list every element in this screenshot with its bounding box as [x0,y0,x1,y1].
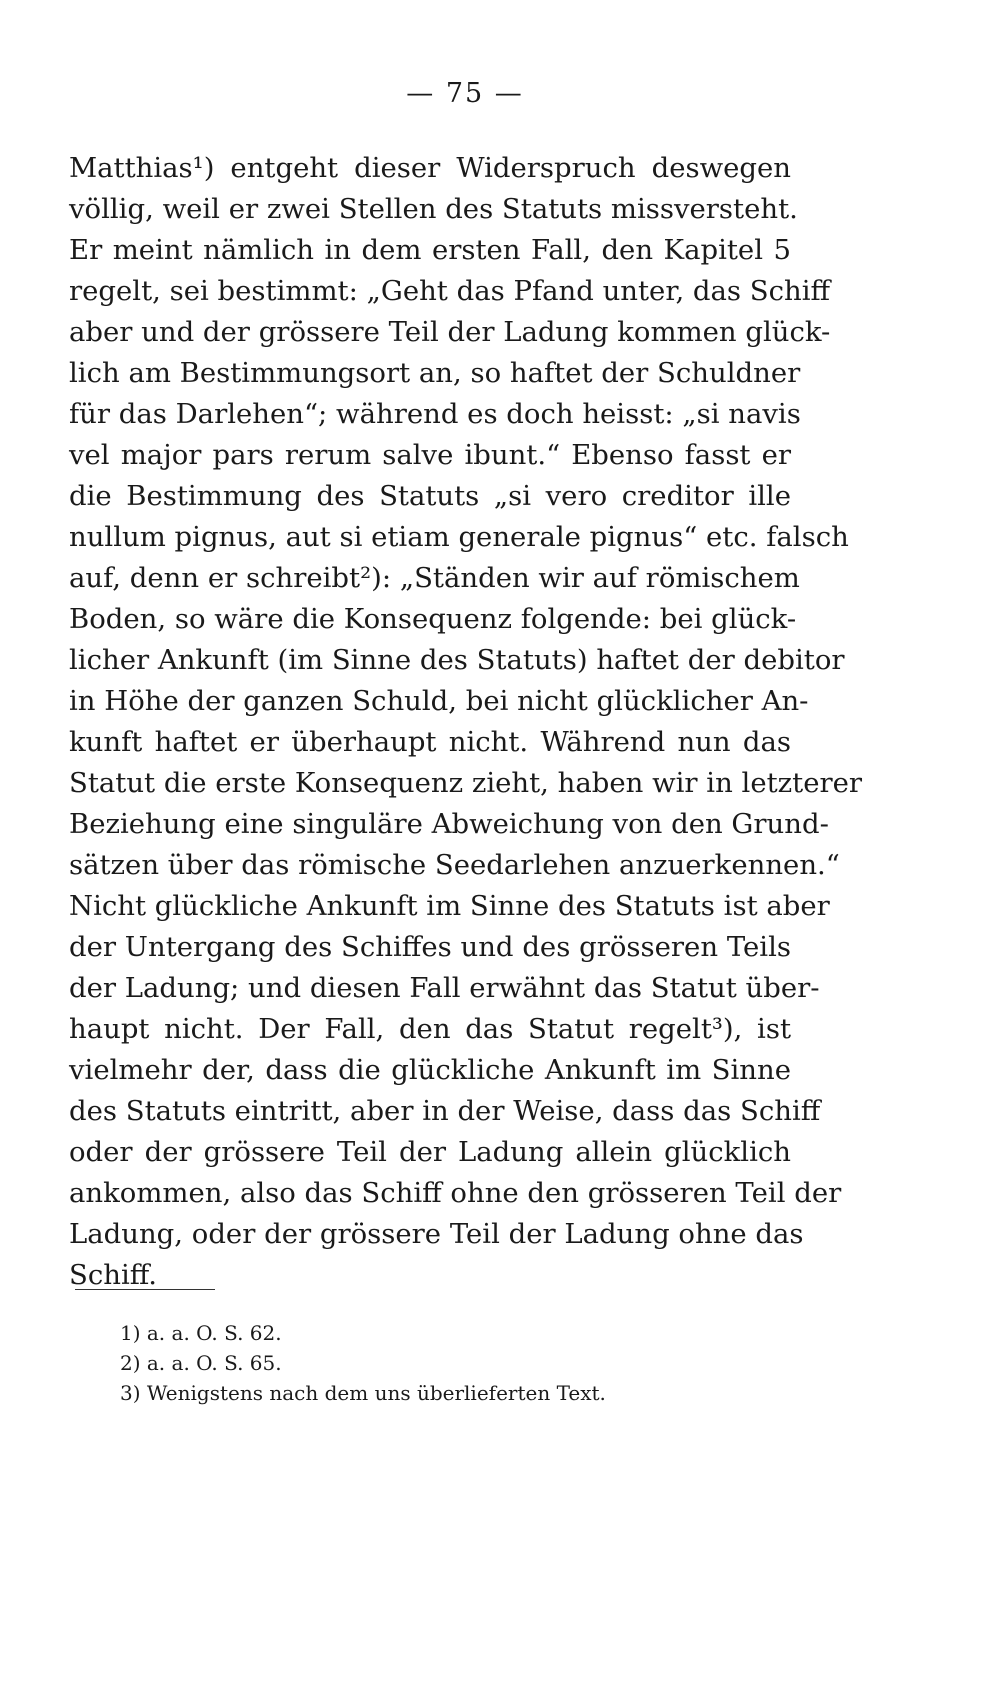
text-line: völlig, weil er zwei Stellen des Statuts missversteht. [69,193,798,225]
footnote: 2) a. a. O. S. 65. [120,1351,282,1375]
text-line: Er meint nämlich in dem ersten Fall, den Kapitel 5 [69,234,791,266]
text-line: Boden, so wäre die Konsequenz folgende: bei glück- [69,603,797,635]
text-line: licher Ankunft (im Sinne des Statuts) haftet der debitor [69,644,845,676]
text-line: sätzen über das römische Seedarlehen anzuerkennen.“ [69,849,840,881]
text-line: die Bestimmung des Statuts „si vero creditor ille [69,480,791,512]
text-line: Beziehung eine singuläre Abweichung von den Grund- [69,808,829,840]
text-line: haupt nicht. Der Fall, den das Statut regelt³), ist [69,1013,791,1045]
text-line: Matthias¹) entgeht dieser Widerspruch deswegen [69,152,791,184]
text-line: nullum pignus, aut si etiam generale pignus“ etc. falsch [69,521,849,553]
text-line: kunft haftet er überhaupt nicht. Während nun das [69,726,791,758]
text-line: Statut die erste Konsequenz zieht, haben wir in letzterer [69,767,863,799]
footnotes [120,1318,820,1408]
text-line: in Höhe der ganzen Schuld, bei nicht glücklicher An- [69,685,809,717]
page-number: — 75 — [406,78,524,109]
text-line: vel major pars rerum salve ibunt.“ Ebenso fasst er [69,439,791,471]
text-line: aber und der grössere Teil der Ladung kommen glück- [69,316,831,348]
text-line: ankommen, also das Schiff ohne den grösseren Teil der [69,1177,842,1209]
footnote: 1) a. a. O. S. 62. [120,1321,282,1345]
text-line: Ladung, oder der grössere Teil der Ladung ohne das [69,1218,804,1250]
text-line: vielmehr der, dass die glückliche Ankunft im Sinne [69,1054,791,1086]
text-line: für das Darlehen“; während es doch heisst: „si navis [69,398,801,430]
text-line: regelt, sei bestimmt: „Geht das Pfand unter, das Schiff [69,275,831,307]
footnote: 3) Wenigstens nach dem uns überlieferten Text. [120,1381,606,1405]
text-line: auf, denn er schreibt²): „Ständen wir auf römischem [69,562,800,594]
text-line: des Statuts eintritt, aber in der Weise, dass das Schiff [69,1095,821,1127]
text-line: Schiff. [69,1259,158,1291]
body-text [69,148,863,1296]
text-line: der Untergang des Schiffes und des grösseren Teils [69,931,791,963]
text-line: oder der grössere Teil der Ladung allein glücklich [69,1136,791,1168]
footnote-divider [75,1289,215,1290]
text-line: lich am Bestimmungsort an, so haftet der Schuldner [69,357,801,389]
text-line: Nicht glückliche Ankunft im Sinne des Statuts ist aber [69,890,830,922]
text-line: der Ladung; und diesen Fall erwähnt das Statut über- [69,972,820,1004]
